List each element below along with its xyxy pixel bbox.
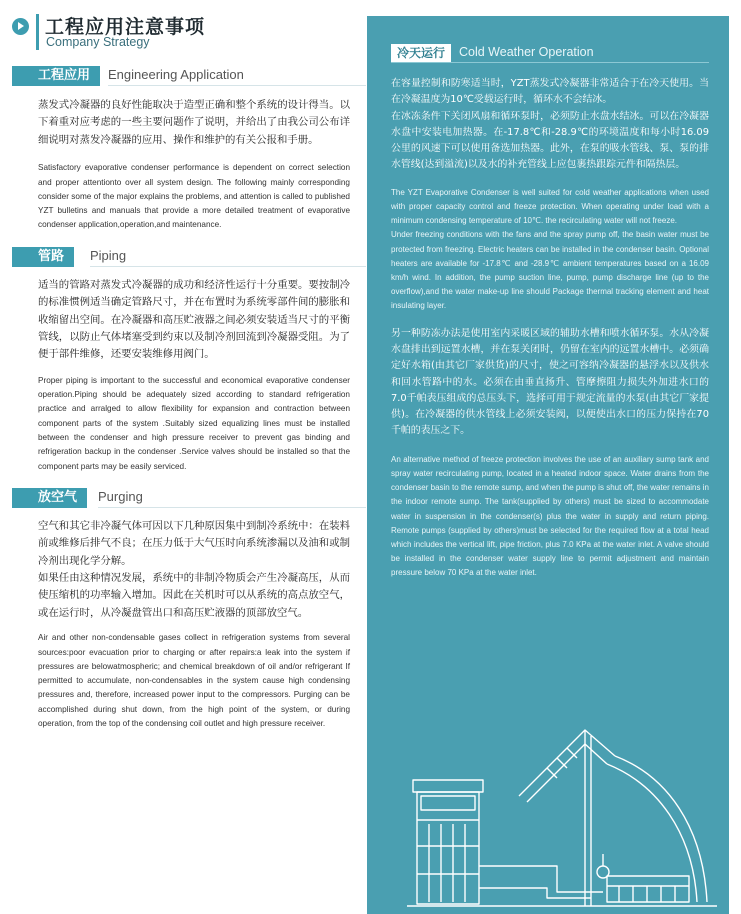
section-rule <box>391 62 709 63</box>
section-tag-engineering: 工程应用 <box>12 66 100 86</box>
section-heading-engineering <box>12 66 350 86</box>
section-title-piping: Piping <box>90 247 127 263</box>
return-pipe <box>479 888 591 898</box>
page-header <box>12 12 352 52</box>
section-heading-purging <box>12 488 350 508</box>
engineering-text-cn: 蒸发式冷凝器的良好性能取决于造型正确和整个系统的设计得当。以下着重对应考虑的一些主要问题作了说明，并给出了由我公司公布详细说明对蒸发冷凝器的应用、操作和维护的有关公报和手册。 <box>38 99 350 146</box>
piping-text-en: Proper piping is important to the successful and economical evaporative condenser operation.Piping should be adequately sized according to standard refrigeration practice and arralged to allow flexibility for expansion and contraction between component parts of the system .Suitably sized equalizing lines must be installed between the condenser and high pressure receiver to prevent gas binding and refrigeration backup in the condenser .Service valves should be installed so that the component parts may be easily serviced. <box>38 375 350 471</box>
cold-weather-text-cn-2: 在冰冻条件下关闭风扇和循环泵时，必须防止水盘水结冰。可以在冷凝器水盘中安装电加热器。在-17.8℃和-28.9℃的环境温度和每小时16.09公里的风速下可以使用备选加热器。此外，在泵的吸水管线、泵、泵的排水管线(达到溢流)以及水的补充管线上应包裹热跟踪元件和隔热层。 <box>391 110 709 171</box>
play-circle-icon <box>12 18 29 35</box>
cold-weather-installation-illustration <box>407 716 717 914</box>
cold-weather-panel <box>367 16 729 914</box>
cold-weather-text <box>391 76 709 581</box>
purging-text-cn-2: 如果任由这种情况发展，系统中的非制冷物质会产生冷凝高压，从而使压缩机的功率输入增加。因此在关机时可以从系统的高点放空气，或在运行时，从冷凝盘管出口和高压贮液器的顶部放空气。 <box>38 572 350 619</box>
cold-weather-text-cn-1: 在容量控制和防寒适当时，YZT蒸发式冷凝器非常适合于在冷天使用。当在冷凝温度为10℃受载运行时，循环水不会结冰。 <box>391 78 709 106</box>
section-rule <box>90 266 366 267</box>
cold-weather-text-en-1: The YZT Evaporative Condenser is well suited for cold weather applications when used with proper capacity control and freeze protection. When operating under load with a minimum condensing temperature of 10℃. the recirculating water will not freeze. <box>391 187 709 226</box>
section-rule <box>108 85 366 86</box>
section-tag-piping: 管路 <box>12 247 74 267</box>
page-subtitle: Company Strategy <box>46 35 150 49</box>
left-column <box>38 66 350 731</box>
piping-text-cn: 适当的管路对蒸发式冷凝器的成功和经济性运行十分重要。要按制冷的标准惯例适当确定管路尺寸，并在布置时为系统零部件间的膨胀和收缩留出空间。在冷凝器和高压贮液器之间必须安装适当尺寸的平衡管线，以防止气体堵塞受到约束以及制冷剂回流到冷凝器受阻。为了便于部件维修，还要安装维修用阀门。 <box>38 278 350 361</box>
section-tag-cold-weather: 冷天运行 <box>391 44 451 62</box>
section-heading-piping <box>12 247 350 267</box>
section-title-purging: Purging <box>98 488 143 504</box>
purging-text-en: Air and other non-condensable gases collect in refrigeration systems from several sources:poor evacuation prior to charging or after repairs:a leak into the system if pressures are belowatmospheric; and chemical breakdown of oil and/or refrigerant If permitted to accumulate, non-condensables in the system cause high condensing pressures and, therefore, increased power input to the compressors. Purging can be accomplished during shut down, from the high point of the system, or during operation, from the top of the condensing coil outlet and high pressure receiver. <box>38 633 350 729</box>
cold-weather-text-cn-3: 另一种防冻办法是使用室内采暖区域的辅助水槽和喷水循环泵。水从冷凝水盘排出到远置水槽，并在泵关闭时，仍留在室内的远置水槽中。必须确定好水箱(由其它厂家供货)的尺寸，使之可容纳冷凝器的悬浮水以及供水和回水管路中的水。必须在由垂直扬升、管摩擦阻力损失外加进水口的7.0千帕表压组成的总压头下，选择可用于规定流量的水泵(由其它厂家提供)。在冷凝器的供水管线上必须安装阀，以便使出水口的压力保持在70千帕的表压之下。 <box>391 327 709 437</box>
header-divider <box>36 14 39 50</box>
section-rule <box>98 507 366 508</box>
purging-text-cn-1: 空气和其它非冷凝气体可因以下几种原因集中到制冷系统中：在装料前或维修后排气不良；在压力低于大气压时向系统渗漏以及油和或制冷剂出现化学分解。 <box>38 519 350 567</box>
page-title: 工程应用注意事项 <box>45 16 206 38</box>
cold-weather-text-en-2: Under freezing conditions with the fans and the spray pump off, the basin water must be protected from freezing. Electric heaters can be installed in the condenser basin. Optional heaters are available for -17.8℃ and -28.9℃ ambient temperatures based on a 16.09 km/h wind. In addition, the pump suction line, pump, pump discharge line (up to the overflow),and the water make-up line should Package thermal tracking element and heat insulating layer. <box>391 230 709 311</box>
building-outline <box>519 730 707 906</box>
cold-weather-text-en-3: An alternative method of freeze protection involves the use of an auxiliary sump tank and spray water recirculating pump, located in a heated indoor space. Water drains from the condenser basin to the remote sump, and when the pump is shut off, the water remains in the indoor remote sump. The tank(supplied by others) must be sized to accommodate water in suspension in the condenser(s) plus the water in supply and return piping. Remote pumps (supplied by others)must be selected for the required flow at a total head which includes the vertical lift, pipe friction, plus 7.0 KPa at the water inlet. A valve should be installed in the condenser water supply line to permit adjustment and maintain pressure below 70 KPa at the water inlet. <box>391 454 709 578</box>
section-tag-purging: 放空气 <box>12 488 87 508</box>
evaporative-condenser-unit <box>413 780 483 904</box>
remote-sump-tank <box>607 876 689 902</box>
engineering-text-en: Satisfactory evaporative condenser performance is dependent on correct selection and proper attentionto over all system design. The following mainly corresponding consider some of the major explains the problems, and attention is called to published YZT bulletins and manuals that provide a more detailed treatment of evaporative condenser application,operation,and maintenance. <box>38 163 350 230</box>
section-title-cold-weather: Cold Weather Operation <box>459 45 594 59</box>
recirculating-pump <box>597 854 609 878</box>
section-title-engineering: Engineering Application <box>108 67 244 82</box>
